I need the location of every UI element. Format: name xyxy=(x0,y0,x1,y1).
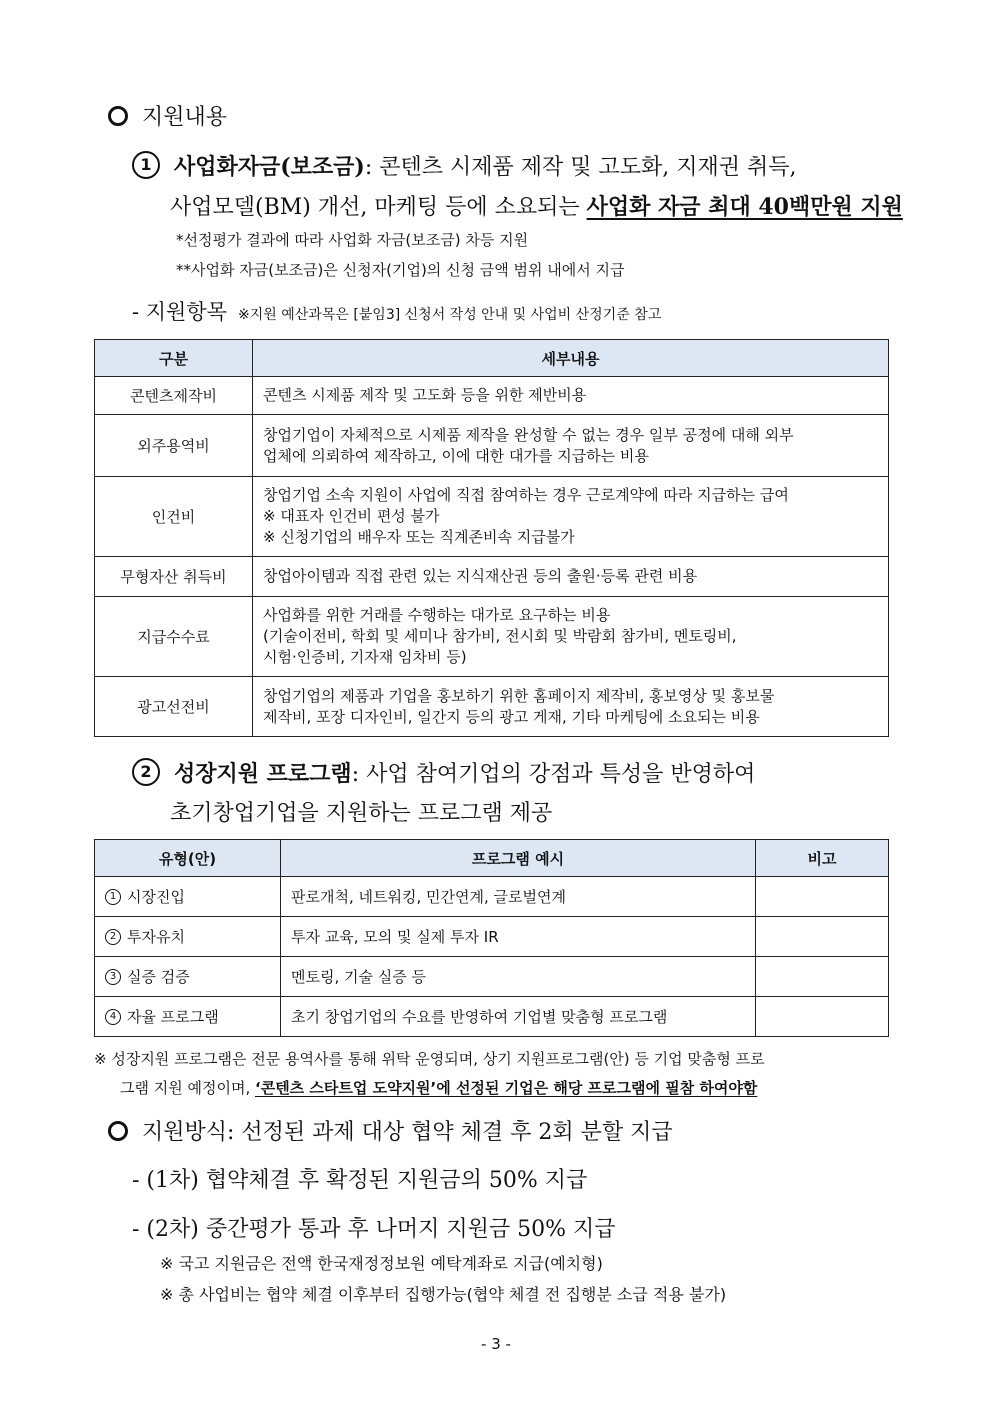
detail-line: ※ 대표자 인건비 편성 불가 xyxy=(263,507,440,525)
table-row xyxy=(95,677,889,737)
item1-line2 xyxy=(170,190,903,221)
circle-bullet-icon xyxy=(108,1121,128,1141)
number-icon: 2 xyxy=(105,929,121,945)
row-type xyxy=(95,917,281,957)
table-row xyxy=(95,917,889,957)
method-note2: ※ 총 사업비는 협약 체결 이후부터 집행가능(협약 체결 전 집행분 소급 적용 불가) xyxy=(160,1285,727,1304)
row-example: 판로개척, 네트워킹, 민간연계, 글로벌연계 xyxy=(281,877,756,917)
row-details xyxy=(253,477,889,557)
program-table xyxy=(94,839,889,1037)
row-category: 인건비 xyxy=(95,477,253,557)
type-label: 투자유치 xyxy=(127,928,185,946)
method-note1: ※ 국고 지원금은 전액 한국재정정보원 예탁계좌로 지급(예치형) xyxy=(160,1254,603,1273)
support-items-title: - 지원항목 xyxy=(132,300,227,324)
item1-text-a: : 콘텐츠 시제품 제작 및 고도화, 지재권 취득, xyxy=(364,155,797,180)
detail-line: 사업화를 위한 거래를 수행하는 대가로 요구하는 비용 xyxy=(263,606,611,624)
row-details xyxy=(253,415,889,477)
table-row xyxy=(95,597,889,677)
item2-label: 성장지원 프로그램 xyxy=(174,761,352,787)
row-type xyxy=(95,957,281,997)
row-example: 멘토링, 기술 실증 등 xyxy=(281,957,756,997)
item1-note2: **사업화 자금(보조금)은 신청자(기업)의 신청 금액 범위 내에서 지급 xyxy=(176,261,625,279)
table-row xyxy=(95,557,889,597)
type-label: 실증 검증 xyxy=(127,968,190,986)
item1-note1: *선정평가 결과에 따라 사업화 자금(보조금) 차등 지원 xyxy=(176,231,529,249)
table-row xyxy=(95,997,889,1037)
row-details xyxy=(253,597,889,677)
number-1-icon: 1 xyxy=(132,151,160,179)
row-remark xyxy=(756,877,889,917)
detail-line: (기술이전비, 학회 및 세미나 참가비, 전시회 및 박람회 참가비, 멘토링비, xyxy=(263,627,737,645)
row-type xyxy=(95,877,281,917)
row-example: 투자 교육, 모의 및 실제 투자 IR xyxy=(281,917,756,957)
number-icon: 1 xyxy=(105,889,121,905)
row-category: 콘텐츠제작비 xyxy=(95,377,253,415)
method-step2: - (2차) 중간평가 통과 후 나머지 지원금 50% 지급 xyxy=(132,1217,616,1242)
row-remark xyxy=(756,957,889,997)
header-details: 세부내용 xyxy=(253,340,889,377)
program-note-line1: ※ 성장지원 프로그램은 전문 용역사를 통해 위탁 운영되며, 상기 지원프로그램(안) 등 기업 맞춤형 프로 xyxy=(94,1050,765,1068)
table-row xyxy=(95,377,889,415)
item1-label: 사업화자금(보조금) xyxy=(174,154,365,180)
row-details xyxy=(253,377,889,415)
row-remark xyxy=(756,997,889,1037)
row-remark xyxy=(756,917,889,957)
table-header-row xyxy=(95,840,889,877)
section-heading-method xyxy=(108,1115,673,1146)
row-category: 무형자산 취득비 xyxy=(95,557,253,597)
row-details xyxy=(253,677,889,737)
detail-line: 시험·인증비, 기자재 임차비 등) xyxy=(263,648,467,666)
number-icon: 4 xyxy=(105,1009,121,1025)
page-number: - 3 - xyxy=(481,1335,511,1353)
row-example: 초기 창업기업의 수요를 반영하여 기업별 맞춤형 프로그램 xyxy=(281,997,756,1037)
item1-emphasis: 사업화 자금 최대 40백만원 지원 xyxy=(586,194,903,220)
row-type xyxy=(95,997,281,1037)
support-items-note: ※지원 예산과목은 [붙임3] 신청서 작성 안내 및 사업비 산정기준 참고 xyxy=(238,307,662,323)
program-note-emphasis: ‘콘텐츠 스타트업 도약지원’에 선정된 기업은 해당 프로그램에 필참 하여야함 xyxy=(255,1079,758,1097)
detail-line: 창업아이템과 직접 관련 있는 지식재산권 등의 출원·등록 관련 비용 xyxy=(263,567,698,585)
type-label: 자율 프로그램 xyxy=(127,1008,219,1026)
number-icon: 3 xyxy=(105,969,121,985)
detail-line: ※ 신청기업의 배우자 또는 직계존비속 지급불가 xyxy=(263,528,575,546)
support-items-table xyxy=(94,339,889,737)
item2-line1 xyxy=(132,757,755,789)
detail-line: 콘텐츠 시제품 제작 및 고도화 등을 위한 제반비용 xyxy=(263,386,587,404)
row-category: 광고선전비 xyxy=(95,677,253,737)
row-category: 외주용역비 xyxy=(95,415,253,477)
number-2-icon: 2 xyxy=(132,758,160,786)
item1-text-b: 사업모델(BM) 개선, 마케팅 등에 소요되는 xyxy=(170,195,587,220)
table-header-row xyxy=(95,340,889,377)
type-label: 시장진입 xyxy=(127,888,185,906)
header-type: 유형(안) xyxy=(95,840,281,877)
item2-text-a: : 사업 참여기업의 강점과 특성을 반영하여 xyxy=(351,762,756,787)
detail-line: 업체에 의뢰하여 제작하고, 이에 대한 대가를 지급하는 비용 xyxy=(263,446,649,465)
method-step1: - (1차) 협약체결 후 확정된 지원금의 50% 지급 xyxy=(132,1168,588,1193)
support-items-heading xyxy=(132,296,661,326)
row-details xyxy=(253,557,889,597)
program-note-text: 그램 지원 예정이며, xyxy=(120,1079,255,1097)
detail-line: 제작비, 포장 디자인비, 일간지 등의 광고 게재, 기타 마케팅에 소요되는 비용 xyxy=(263,707,760,726)
program-note-line2 xyxy=(120,1077,757,1098)
section-heading-content xyxy=(108,100,227,131)
table-row xyxy=(95,415,889,477)
circle-bullet-icon xyxy=(108,106,128,126)
detail-line: 창업기업의 제품과 기업을 홍보하기 위한 홈페이지 제작비, 홍보영상 및 홍보물 xyxy=(263,686,775,705)
table-row xyxy=(95,957,889,997)
detail-line: 창업기업이 자체적으로 시제품 제작을 완성할 수 없는 경우 일부 공정에 대해 외부 xyxy=(263,425,794,444)
item2-line2: 초기창업기업을 지원하는 프로그램 제공 xyxy=(170,801,553,826)
detail-line: 창업기업 소속 지원이 사업에 직접 참여하는 경우 근로계약에 따라 지급하는 급여 xyxy=(263,486,789,504)
header-remark: 비고 xyxy=(756,840,889,877)
row-category: 지급수수료 xyxy=(95,597,253,677)
section-title: 지원내용 xyxy=(142,105,228,130)
item1-line1 xyxy=(132,150,796,182)
table-row xyxy=(95,477,889,557)
header-category: 구분 xyxy=(95,340,253,377)
section-title: 지원방식: 선정된 과제 대상 협약 체결 후 2회 분할 지급 xyxy=(142,1120,673,1145)
table-row xyxy=(95,877,889,917)
header-example: 프로그램 예시 xyxy=(281,840,756,877)
